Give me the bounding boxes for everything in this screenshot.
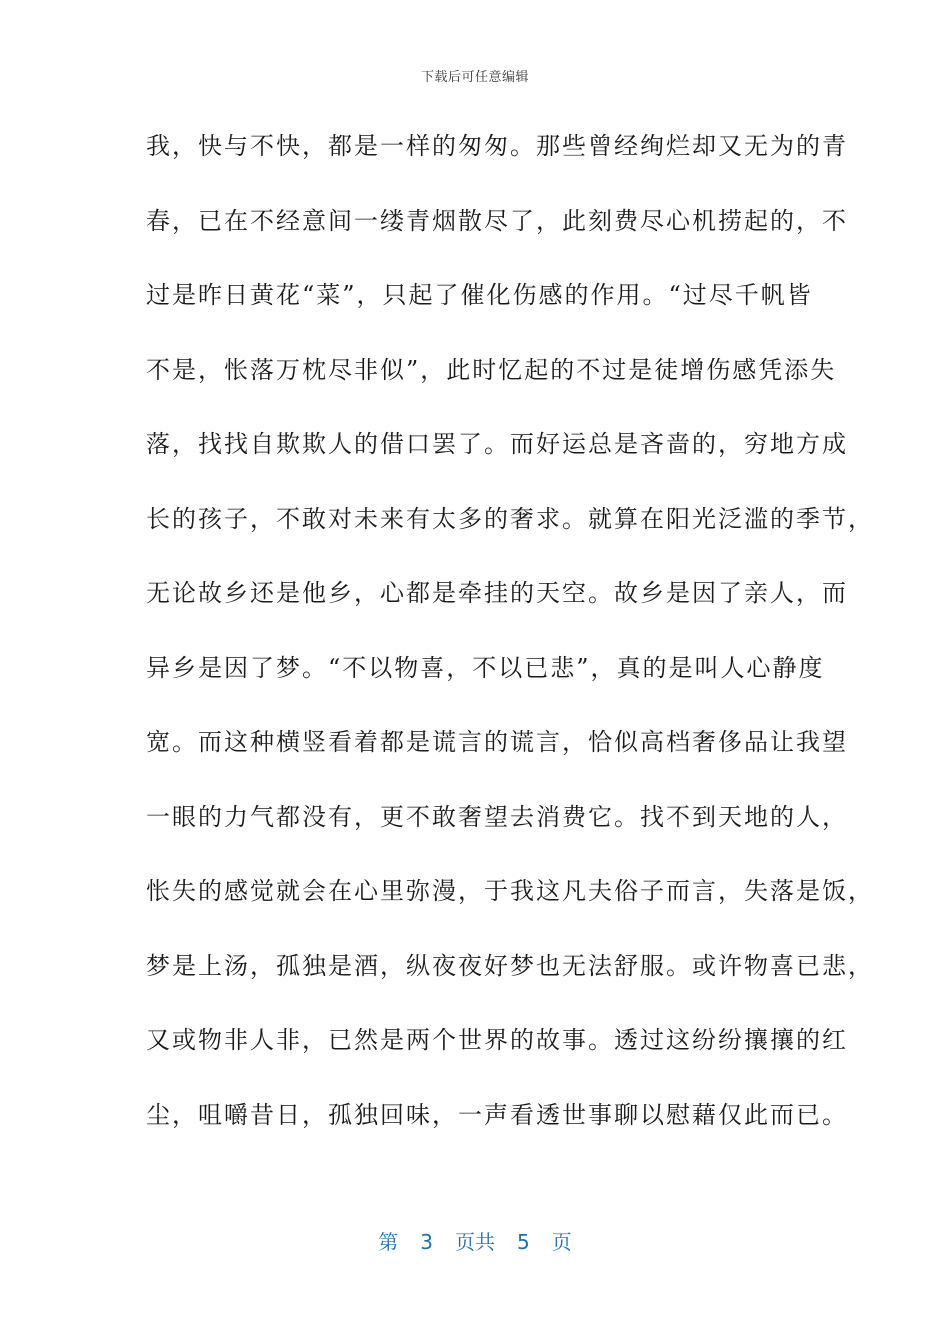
- text-line: 过是昨日黄花“菜”，只起了催化伤感的作用。“过尽千帆皆: [146, 281, 813, 309]
- text-line: 长的孩子，不敢对未来有太多的奢求。就算在阳光泛滥的季节，: [146, 504, 874, 533]
- text-line: 我，快与不快，都是一样的匆匆。那些曾经绚烂却又无为的青: [146, 132, 848, 160]
- page-number-footer: [0, 1226, 950, 1255]
- page-header: 下载后可任意编辑: [420, 70, 529, 85]
- text-line: 尘，咀嚼昔日，孤独回味，一声看透世事聊以慰藉仅此而已。: [146, 1100, 848, 1129]
- text-line: 异乡是因了梦。“不以物喜，不以已悲”，真的是叫人心静度: [146, 653, 825, 682]
- text-line: 又或物非人非，已然是两个世界的故事。透过这纷纷攘攘的红: [146, 1026, 848, 1054]
- text-line: 一眼的力气都没有，更不敢奢望去消费它。找不到天地的人，: [146, 802, 848, 831]
- text-line: 怅失的感觉就会在心里弥漫，于我这凡夫俗子而言，失落是饭，: [146, 877, 874, 905]
- text-line: 落，找找自欺欺人的借口罢了。而好运总是吝啬的，穷地方成: [146, 430, 848, 458]
- footer-suffix: 页: [551, 1230, 572, 1254]
- current-page-number: 3: [420, 1230, 433, 1254]
- text-line: 不是，怅落万枕尽非似”，此时忆起的不过是徒增伤感凭添失: [146, 355, 837, 384]
- text-line: 春，已在不经意间一缕青烟散尽了，此刻费尽心机捞起的，不: [146, 206, 848, 235]
- footer-middle: 页共: [455, 1230, 495, 1254]
- body-paragraph: [146, 124, 874, 1167]
- total-pages-number: 5: [517, 1230, 530, 1254]
- text-line: 宽。而这种横竖看着都是谎言的谎言，恰似高档奢侈品让我望: [146, 728, 848, 756]
- text-line: 梦是上汤，孤独是酒，纵夜夜好梦也无法舒服。或许物喜已悲，: [146, 951, 874, 980]
- text-line: 无论故乡还是他乡，心都是牵挂的天空。故乡是因了亲人，而: [146, 579, 848, 607]
- footer-prefix: 第: [378, 1230, 399, 1254]
